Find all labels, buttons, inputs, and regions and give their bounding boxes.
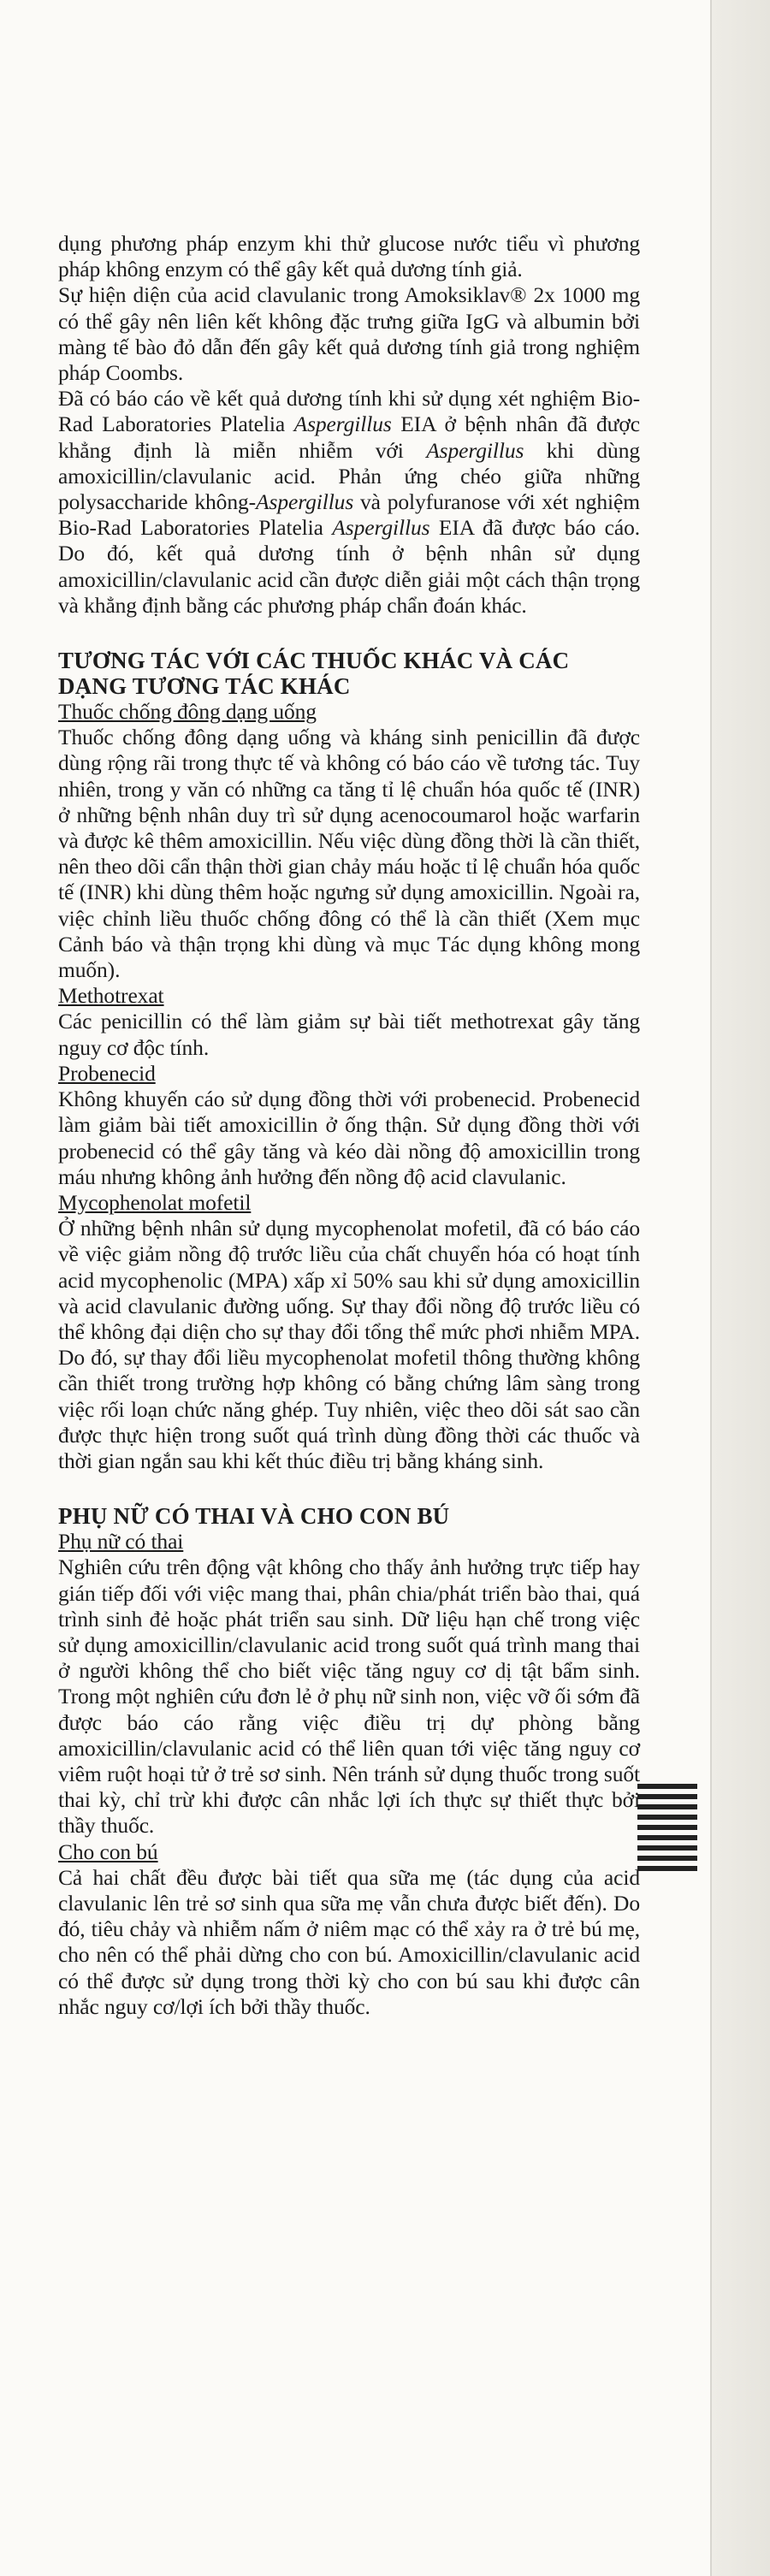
coombs-test-paragraph: Sự hiện diện của acid clavulanic trong Amoksiklav® 2x 1000 mg có thể gây nên liên kết không đặc trưng giữa IgG và albumin bởi màng tế bào đỏ dẫn đến gây kết quả dương tính giả trong nghiệm pháp Coombs. [58, 282, 640, 386]
glucose-test-paragraph: dụng phương pháp enzym khi thử glucose nước tiểu vì phương pháp không enzym có thể gây kết quả dương tính giả. [58, 231, 640, 282]
bar-mark [637, 1794, 697, 1799]
mycophenolat-subheading: Mycophenolat mofetil [58, 1189, 252, 1215]
anticoagulant-subheading: Thuốc chống đông dạng uống [58, 699, 317, 725]
print-bar-marks [637, 1784, 697, 1876]
breastfeeding-paragraph: Cả hai chất đều được bài tiết qua sữa mẹ (tác dụng của acid clavulanic lên trẻ sơ sinh qua sữa mẹ vẫn chưa được biết đến). Do đó, tiêu chảy và nhiễm nấm ở niêm mạc có thể xảy ra ở trẻ bú mẹ, cho nên có thể phải dừng cho con bú. Amoxicillin/clavulanic acid có thể được sử dụng trong thời kỳ cho con bú sau khi được cân nhắc nguy cơ/lợi ích bởi thầy thuốc. [58, 1864, 640, 2019]
bar-mark [637, 1856, 697, 1861]
interactions-heading: TƯƠNG TÁC VỚI CÁC THUỐC KHÁC VÀ CÁC DẠNG TƯƠNG TÁC KHÁC [58, 648, 570, 700]
bar-mark [637, 1845, 697, 1851]
aspergillus-test-paragraph: Đã có báo cáo về kết quả dương tính khi sử dụng xét nghiệm Bio-Rad Laboratories Platelia Aspergillus EIA ở bệnh nhân đã được khẳng định là miễn nhiễm với Aspergillus khi dùng amoxicillin/clavulanic acid. Phản ứng chéo giữa những polysaccharide không-Aspergillus và polyfuranose với xét nghiệm Bio-Rad Laboratories Platelia Aspergillus EIA đã được báo cáo. Do đó, kết quả dương tính ở bệnh nhân sử dụng amoxicillin/clavulanic acid cần được diễn giải một cách thận trọng và khẳng định bằng các phương pháp chẩn đoán khác. [58, 386, 641, 618]
bar-mark [637, 1835, 697, 1840]
methotrexat-paragraph: Các penicillin có thể làm giảm sự bài tiết methotrexat gây tăng nguy cơ độc tính. [58, 1009, 640, 1060]
pregnancy-heading: PHỤ NỮ CÓ THAI VÀ CHO CON BÚ [58, 1503, 450, 1530]
pregnant-paragraph: Nghiên cứu trên động vật không cho thấy ảnh hưởng trực tiếp hay gián tiếp đối với việc mang thai, phân chia/phát triển bào thai, quá trình sinh đẻ hoặc phát triển sau sinh. Dữ liệu hạn chế trong việc sử dụng amoxicillin/clavulanic acid trong suốt quá trình mang thai ở người không thể cho biết việc tăng nguy cơ dị tật bẩm sinh. Trong một nghiên cứu đơn lẻ ở phụ nữ sinh non, việc vỡ ối sớm đã được báo cáo rằng việc điều trị dự phòng bằng amoxicillin/clavulanic acid có thể liên quan tới việc tăng nguy cơ viêm ruột hoại tử ở trẻ sơ sinh. Nên tránh sử dụng thuốc trong suốt thai kỳ, chỉ trừ khi được cân nhắc lợi ích thực sự thiết thực bởi thầy thuốc. [58, 1554, 640, 1839]
organism-name: Aspergillus [256, 489, 354, 515]
organism-name: Aspergillus [293, 412, 392, 437]
bar-mark [637, 1866, 697, 1871]
organism-name: Aspergillus [332, 515, 430, 541]
bar-mark [637, 1825, 697, 1830]
breastfeeding-subheading: Cho con bú [58, 1839, 158, 1864]
probenecid-paragraph: Không khuyến cáo sử dụng đồng thời với probenecid. Probenecid làm giảm bài tiết amoxicillin ở ống thận. Sử dụng đồng thời với probenecid có thể gây tăng và kéo dài nồng độ amoxicillin trong máu nhưng không ảnh hưởng đến nồng độ acid clavulanic. [58, 1087, 640, 1189]
leaflet-text-column [58, 231, 640, 2020]
bar-mark [637, 1804, 697, 1809]
probenecid-subheading: Probenecid [58, 1060, 156, 1086]
organism-name: Aspergillus [426, 437, 524, 463]
bar-mark [637, 1815, 697, 1820]
pregnant-subheading: Phụ nữ có thai [58, 1529, 184, 1554]
adjacent-page-edge [712, 0, 770, 2576]
methotrexat-subheading: Methotrexat [58, 983, 164, 1009]
bar-mark [637, 1784, 697, 1789]
mycophenolat-paragraph: Ở những bệnh nhân sử dụng mycophenolat mofetil, đã có báo cáo về việc giảm nồng độ trước liều của chất chuyển hóa có hoạt tính acid mycophenolic (MPA) xấp xỉ 50% sau khi sử dụng amoxicillin và acid clavulanic đường uống. Sự thay đổi nồng độ trước liều có thể không đại diện cho sự thay đổi tổng thể mức phơi nhiễm MPA. Do đó, sự thay đổi liều mycophenolat mofetil thông thường không cần thiết trong trường hợp không có bằng chứng lâm sàng trong việc rối loạn chức năng ghép. Tuy nhiên, việc theo dõi sát sao cần được thực hiện trong suốt quá trình dùng đồng thời các thuốc và thời gian ngắn sau khi kết thúc điều trị bằng kháng sinh. [58, 1216, 640, 1473]
anticoagulant-paragraph: Thuốc chống đông dạng uống và kháng sinh penicillin đã được dùng rộng rãi trong thực tế và không có báo cáo về tương tác. Tuy nhiên, trong y văn có những ca tăng tỉ lệ chuẩn hóa quốc tế (INR) ở những bệnh nhân duy trì sử dụng acenocoumarol hoặc warfarin và được kê thêm amoxicillin. Nếu việc dùng đồng thời là cần thiết, nên theo dõi cẩn thận thời gian chảy máu hoặc tỉ lệ chuẩn hóa quốc tế (INR) khi dùng thêm hoặc ngưng sử dụng amoxicillin. Ngoài ra, việc chỉnh liều thuốc chống đông có thể là cần thiết (Xem mục Cảnh báo và thận trọng khi dùng và mục Tác dụng không mong muốn). [58, 725, 640, 983]
